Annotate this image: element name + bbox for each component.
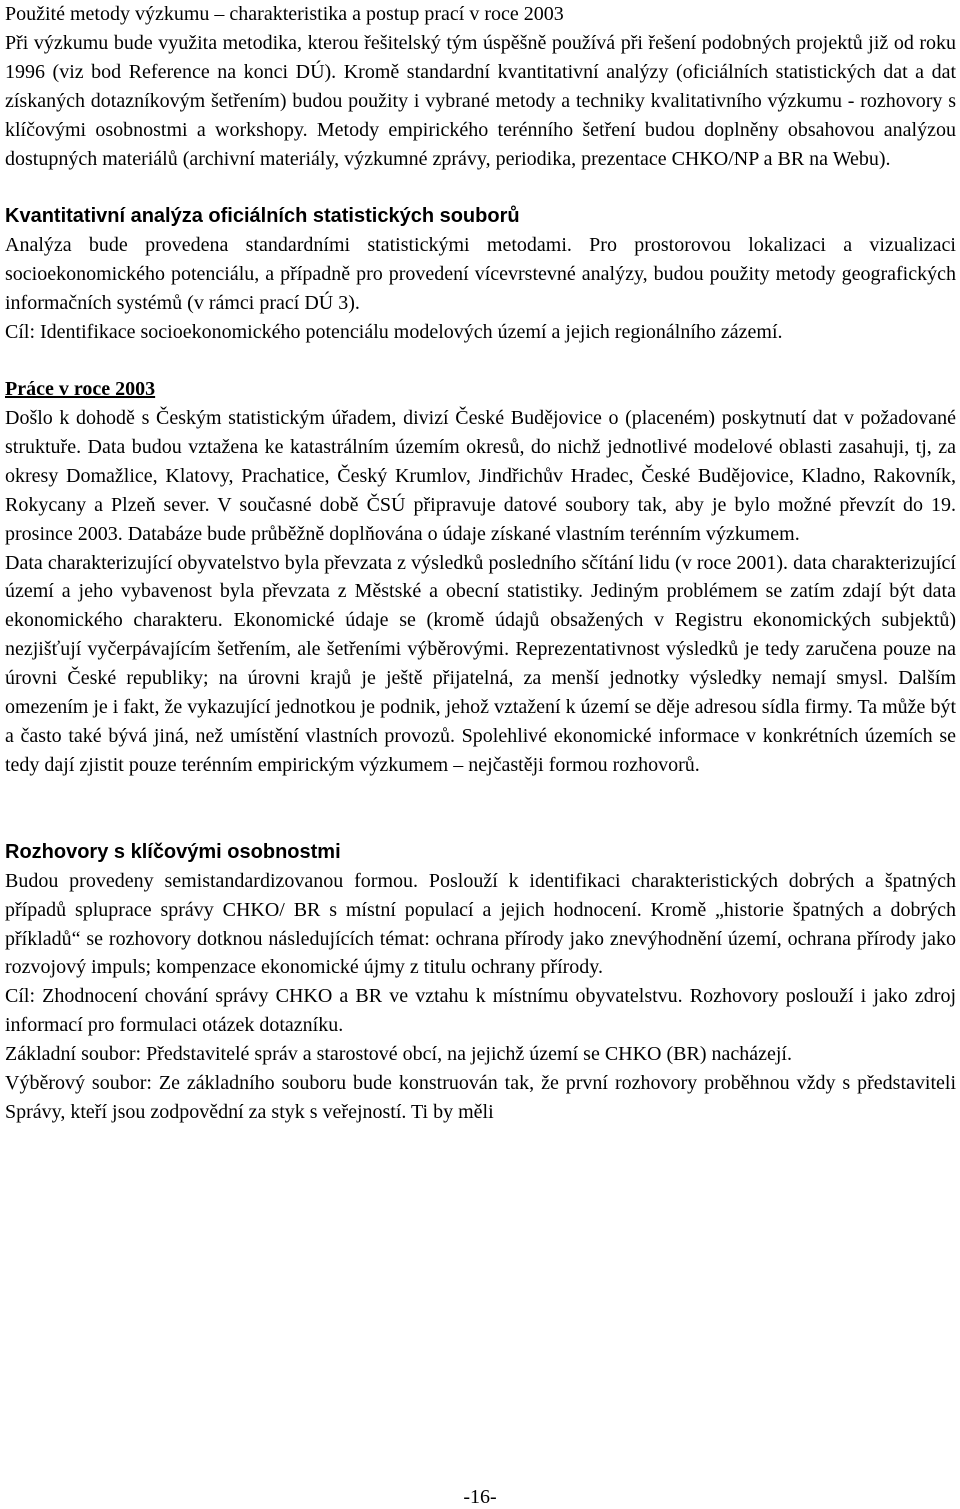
- heading-quantitative-analysis: Kvantitativní analýza oficiálních statistických souborů: [5, 205, 520, 228]
- key-interviews-paragraph-1: Budou provedeny semistandardizovanou formou. Poslouží k identifikaci charakteristických dobrých a špatných případů spluprace správy CHKO/ BR s místní populací a jejich hodnocení. Kromě „historie špatných a dobrých příkladů“ se rozhovory dotknou následujících témat: ochrana přírody jako znevýhodnění území, ochrana přírody jako rozvojový impuls; kompenzace ekonomické újmy z titulu ochrany přírody.: [5, 869, 956, 979]
- work-2003-paragraph-1: Došlo k dohodě s Českým statistickým úřadem, divizí České Budějovice o (placeném) poskytnutí dat v požadované struktuře. Data budou vztažena ke katastrálním územím okresů, do nichž jednotlivé modelové oblasti zasahuji, tj, za okresy Domažlice, Klatovy, Prachatice, Český Krumlov, Jindřichův Hradec, České Budějovice, Kladno, Rakovník, Rokycany a Plzeň sever. V současné době ČSÚ připravuje datové soubory tak, aby je bylo možné převzít do 19. prosince 2003. Databáze bude průběžně doplňována o údaje získané vlastním terénním výzkumem.: [5, 406, 956, 545]
- heading-work-2003: Práce v roce 2003: [5, 378, 156, 401]
- methods-paragraph: Při výzkumu bude využita metodika, kterou řešitelský tým úspěšně používá při řešení podobných projektů již od roku 1996 (viz bod Reference na konci DÚ). Kromě standardní kvantitativní analýzy (oficiálních statistických dat a dat získaných dotazníkovým šetřením) budou použity i vybrané metody a techniky kvalitativního výzkumu - rozhovory s klíčovými osobnostmi a workshopy. Metody empirického terénního šetření budou doplněny obsahovou analýzou dostupných materiálů (archivní materiály, výzkumné zprávy, periodika, prezentace CHKO/NP a BR na Webu).: [5, 31, 956, 170]
- key-interviews-goal: Cíl: Zhodnocení chování správy CHKO a BR ve vztahu k místnímu obyvatelstvu. Rozhovory poslouží i jako zdroj informací pro formulaci otázek dotazníku.: [5, 985, 956, 1037]
- page-number: -16-: [463, 1486, 497, 1508]
- quantitative-analysis-paragraph: Analýza bude provedena standardními statistickými metodami. Pro prostorovou lokalizaci a vizualizaci socioekonomického potenciálu, a případně pro provedení vícevrstevné analýzy, budou použity metody geografických informačních systémů (v rámci prací DÚ 3).: [5, 234, 956, 315]
- work-2003-paragraph-2: Data charakterizující obyvatelstvo byla převzata z výsledků posledního sčítání lidu (v roce 2001). data charakterizující území a jeho vybavenost byla převzata z Městské a obecní statistiky. Jediným problémem se zatím zdají být data ekonomického charakteru. Ekonomické údaje se (kromě údajů obsažených v Registru ekonomických subjektů) nezjišťují vyčerpávajícím šetřením, ale šetřeními výběrovými. Reprezentativnost výsledků je tedy zaručena pouze na úrovni České republiky; na úrovni krajů je ještě přijatelná, za menší jednotky výsledky nemají smysl. Dalším omezením je i fakt, že vykazující jednotkou je podnik, jehož vztažení k území se děje adresou sídla firmy. Ta může být a často také bývá jiná, než umístění vlastních provozů. Spolehlivé ekonomické informace v konkrétních územích se tedy dají zjistit pouze terénním empirickým výzkumem – nejčastěji formou rozhovorů.: [5, 551, 956, 776]
- spacer: [5, 780, 956, 838]
- key-interviews-base-set: Základní soubor: Představitelé správ a starostové obcí, na jejichž území se CHKO (BR) nacházejí.: [5, 1043, 792, 1066]
- document-page: [5, 0, 956, 1127]
- spacer: [5, 347, 956, 375]
- heading-key-interviews: Rozhovory s klíčovými osobnostmi: [5, 840, 341, 863]
- spacer: [5, 173, 956, 202]
- section-title-methods: Použité metody výzkumu – charakteristika a postup prací v roce 2003: [5, 3, 564, 25]
- key-interviews-sample-set: Výběrový soubor: Ze základního souboru bude konstruován tak, že první rozhovory proběhnou vždy s představiteli Správy, kteří jsou zodpovědní za styk s veřejností. Ti by měli: [5, 1072, 956, 1123]
- quantitative-analysis-goal: Cíl: Identifikace socioekonomického potenciálu modelových území a jejich regionálního zázemí.: [5, 321, 783, 344]
